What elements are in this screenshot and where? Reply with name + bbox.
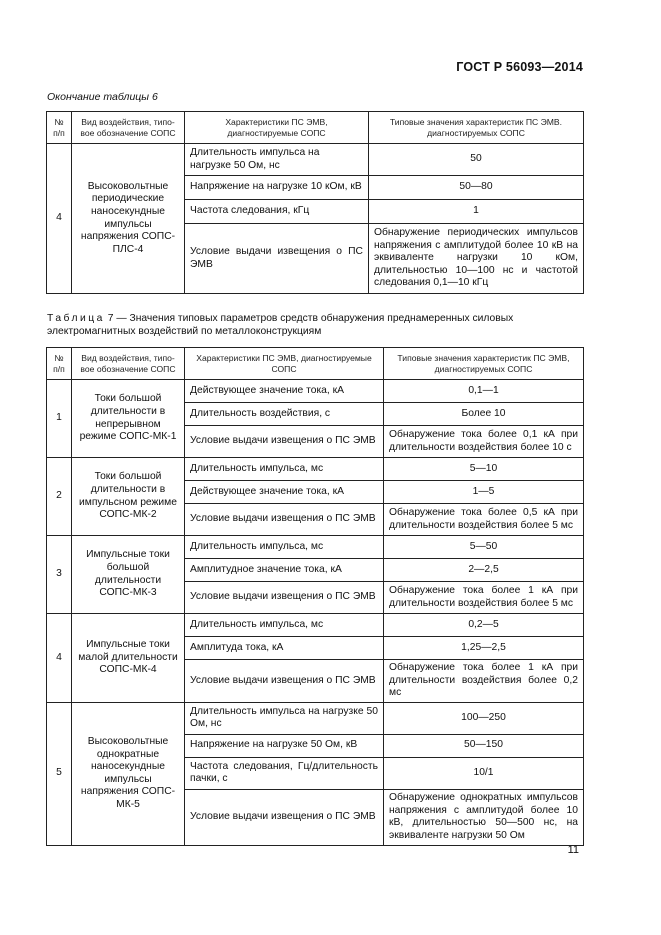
typical-value: 5—50 xyxy=(384,536,584,559)
col-header-type: Вид воздействия, типо-вое обозначение СОПС xyxy=(72,348,185,380)
characteristic: Действующее значение тока, кА xyxy=(185,481,384,504)
typical-value: 50—150 xyxy=(384,734,584,757)
impact-type: Токи большой длительности в импульсном режиме СОПС-МК-2 xyxy=(72,458,185,536)
col-header-num: № п/п xyxy=(47,348,72,380)
typical-value: 0,1—1 xyxy=(384,380,584,403)
row-number: 5 xyxy=(47,702,72,845)
characteristic: Длительность воздействия, с xyxy=(185,403,384,426)
impact-type: Импульсные токи малой длительности СОПС-МК-4 xyxy=(72,614,185,703)
characteristic: Амплитуда тока, кА xyxy=(185,637,384,660)
page-number: 11 xyxy=(567,844,579,856)
characteristic: Условие выдачи извещения о ПС ЭМВ xyxy=(185,504,384,536)
table-7 xyxy=(46,347,584,846)
document-code: ГОСТ Р 56093—2014 xyxy=(456,60,583,74)
characteristic: Условие выдачи извещения о ПС ЭМВ xyxy=(185,582,384,614)
col-header-type: Вид воздействия, типо-вое обозначение СОПС xyxy=(72,112,185,144)
table7-title: — Значения типовых параметров средств обнаружения преднамеренных силовых электромагнитных воздействий по металлоконструкциям xyxy=(47,313,514,337)
table-row xyxy=(47,614,584,637)
characteristic: Условие выдачи извещения о ПС ЭМВ xyxy=(185,426,384,458)
typical-value: 10/1 xyxy=(384,757,584,789)
typical-value: Обнаружение тока более 1 кА при длительности воздействия более 0,2 мс xyxy=(384,660,584,703)
col-header-value: Типовые значения характеристик ПС ЭМВ, диагностируемых СОПС xyxy=(384,348,584,380)
table6-caption: Окончание таблицы 6 xyxy=(47,91,158,103)
table7-caption xyxy=(47,313,584,338)
impact-type: Высоковольтные однократные наносекундные импульсы напряжения СОПС-МК-5 xyxy=(72,702,185,845)
row-number: 2 xyxy=(47,458,72,536)
col-header-char: Характеристики ПС ЭМВ, диагностируемые СОПС xyxy=(185,348,384,380)
row-number: 3 xyxy=(47,536,72,614)
typical-value: 100—250 xyxy=(384,702,584,734)
characteristic: Условие выдачи извещения о ПС ЭМВ xyxy=(185,660,384,703)
characteristic: Длительность импульса на нагрузке 50 Ом, нс xyxy=(185,144,369,176)
table7-number: 7 xyxy=(107,313,114,324)
typical-value: 0,2—5 xyxy=(384,614,584,637)
typical-value: 1—5 xyxy=(384,481,584,504)
typical-value: 2—2,5 xyxy=(384,559,584,582)
col-header-num: № п/п xyxy=(47,112,72,144)
col-header-value: Типовые значения характеристик ПС ЭМВ. диагностируемых СОПС xyxy=(369,112,584,144)
impact-type: Импульсные токи большой длительности СОПС-МК-3 xyxy=(72,536,185,614)
typical-value: Обнаружение тока более 1 кА при длительности воздействия более 5 мс xyxy=(384,582,584,614)
typical-value: Обнаружение тока более 0,1 кА при длительности воздействия более 10 с xyxy=(384,426,584,458)
typical-value: Обнаружение тока более 0,5 кА при длительности воздействия более 5 мс xyxy=(384,504,584,536)
typical-value: Обнаружение периодических импульсов напряжения с амплитудой более 10 кВ на эквиваленте нагрузки 10 кОм, длительностью 10—100 нс и частотой следования 0,1—10 кГц xyxy=(369,224,584,294)
impact-type: Высоковольтные периодические наносекундные импульсы напряжения СОПС-ПЛС-4 xyxy=(72,144,185,294)
impact-type: Токи большой длительности в непрерывном режиме СОПС-МК-1 xyxy=(72,380,185,458)
characteristic: Действующее значение тока, кА xyxy=(185,380,384,403)
typical-value: 1 xyxy=(369,200,584,224)
typical-value: Обнаружение однократных импульсов напряжения с амплитудой более 10 кВ, длительностью 50—500 нс, на эквиваленте нагрузки 50 Ом xyxy=(384,789,584,845)
row-number: 4 xyxy=(47,144,72,294)
table-row xyxy=(47,458,584,481)
characteristic: Длительность импульса на нагрузке 50 Ом, нс xyxy=(185,702,384,734)
characteristic: Частота следования, кГц xyxy=(185,200,369,224)
col-header-char: Характеристики ПС ЭМВ, диагностируемые СОПС xyxy=(185,112,369,144)
table-row xyxy=(47,702,584,734)
table-row xyxy=(47,380,584,403)
characteristic: Условие выдачи извещения о ПС ЭМВ xyxy=(185,224,369,294)
characteristic: Длительность импульса, мс xyxy=(185,536,384,559)
typical-value: 1,25—2,5 xyxy=(384,637,584,660)
characteristic: Амплитудное значение тока, кА xyxy=(185,559,384,582)
characteristic: Напряжение на нагрузке 10 кОм, кВ xyxy=(185,176,369,200)
table-row xyxy=(47,536,584,559)
characteristic: Частота следования, Гц/длительность пачки, с xyxy=(185,757,384,789)
characteristic: Длительность импульса, мс xyxy=(185,458,384,481)
table-6 xyxy=(46,111,584,294)
row-number: 1 xyxy=(47,380,72,458)
typical-value: 5—10 xyxy=(384,458,584,481)
row-number: 4 xyxy=(47,614,72,703)
table7-label: Таблица xyxy=(47,313,105,324)
characteristic: Условие выдачи извещения о ПС ЭМВ xyxy=(185,789,384,845)
typical-value: Более 10 xyxy=(384,403,584,426)
typical-value: 50 xyxy=(369,144,584,176)
characteristic: Длительность импульса, мс xyxy=(185,614,384,637)
typical-value: 50—80 xyxy=(369,176,584,200)
table-row xyxy=(47,144,584,176)
characteristic: Напряжение на нагрузке 50 Ом, кВ xyxy=(185,734,384,757)
